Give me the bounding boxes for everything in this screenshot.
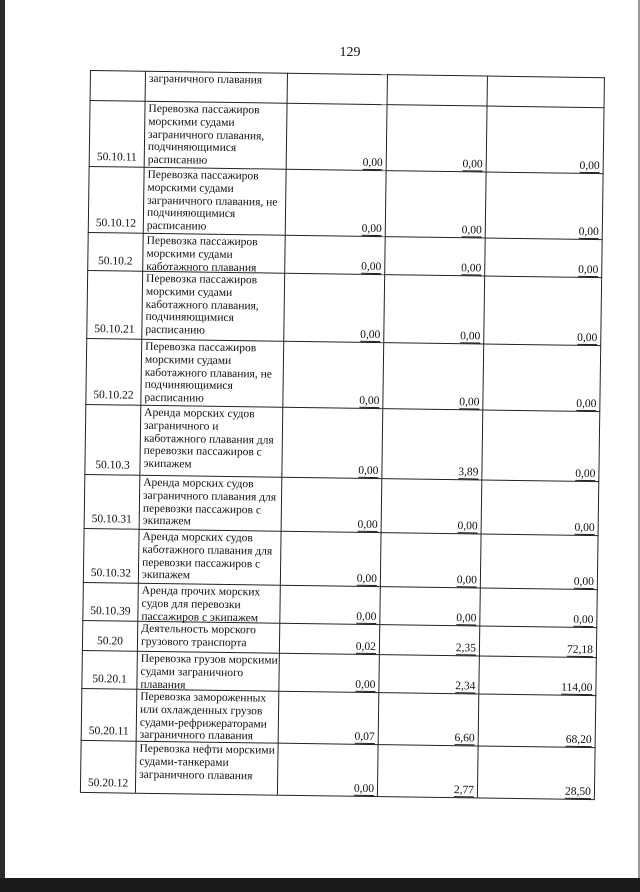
row-code: 50.20.12 [80,740,136,793]
row-activity-name: Деятельность морского грузового транспорта [137,621,279,653]
row-value-2-text: 0,00 [462,158,483,171]
row-value-3 [477,745,596,799]
row-value-3 [479,587,598,627]
row-value-2 [385,170,486,237]
row-value-3-text: 0,00 [577,331,598,345]
row-activity-name: Перевозка пассажиров морскими судами каботажного плавания [142,233,285,273]
row-activity-name: Аренда прочих морских судов для перевозки пассажиров с экипажем [137,583,280,623]
row-value-1-text: 0,00 [359,394,380,408]
table-row [81,688,597,747]
row-value-3-text: 68,20 [565,733,592,747]
table-row [80,740,596,799]
row-code: 50.10.31 [84,474,140,529]
row-activity-name: Перевозка замороженных или охлажденных грузов судами-рефрижераторами заграничного плавания [136,689,279,743]
row-value-3 [479,625,597,657]
table-row [86,270,602,345]
row-value-3 [478,655,597,695]
row-value-1-text: 0,07 [354,730,375,744]
table-row [84,474,600,535]
row-activity-name: Перевозка пассажиров морскими судами каботажного плавания, не подчиняющимися расписанию [140,339,283,407]
table-row [88,166,604,239]
row-activity-name: Перевозка пассажиров морскими судами каботажного плавания, подчиняющимися расписанию [141,271,284,341]
scan-edge-left [0,0,5,892]
row-value-3-text: 0,00 [578,225,599,239]
row-value-3 [484,238,603,278]
row-code: 50.20.1 [81,650,137,689]
row-code: 50.10.21 [86,270,142,339]
row-value-3 [481,410,600,482]
row-value-2 [380,532,481,587]
row-value-1-text: 0,00 [355,678,376,692]
row-value-1-text: 0,00 [357,518,378,532]
row-code: 50.10.22 [85,338,141,405]
row-code: 50.20 [82,620,137,651]
row-value-2 [383,274,484,343]
row-value-2-text: 0,00 [461,224,482,237]
row-value-1 [279,585,380,624]
row-value-2-text: 2,34 [455,680,476,693]
row-value-3 [481,480,600,536]
row-value-1 [285,169,386,236]
row-activity-name: Перевозка грузов морскими судами заграничного плавания [136,651,279,691]
row-value-3-text: 0,00 [573,613,594,627]
row-value-1-text: 0,00 [356,572,378,586]
row-value-3-text: 0,00 [574,521,595,535]
row-value-2-text: 0,00 [461,262,482,275]
row-value-1 [277,743,378,796]
row-activity-name: Перевозка пассажиров морскими судами заграничного плавания, подчиняющимися расписанию [144,101,287,169]
row-value-1-text: 0,00 [360,328,381,342]
row-activity-name: Аренда морских судов заграничного и каботажного плавания для перевозки пассажиров с экипажем [139,405,282,477]
row-code: 50.10.12 [88,166,144,233]
row-value-1-text: 0,00 [361,260,382,274]
row-code: 50.10.11 [89,100,145,167]
row-value-1 [279,623,379,654]
row-value-2-text: 3,89 [458,466,479,479]
row-value-1 [283,273,384,342]
row-code: 50.20.11 [81,688,137,741]
row-value-3-text: 0,00 [575,467,596,481]
row-value-3-text: 0,00 [576,397,597,411]
row-activity-name: Аренда морских судов каботажного плавания для перевозки пассажиров с экипажем [138,529,281,585]
row-value-3 [485,172,604,240]
row-value-1 [282,341,383,408]
row-activity-name: Аренда морских судов заграничного плавания для перевозки пассажиров с экипажем [139,475,282,531]
row-value-3-text: 0,00 [579,159,600,173]
row-value-3 [483,276,602,346]
page-number: 129 [339,45,361,60]
row-value-2-text: 0,00 [460,330,481,343]
row-activity-name: Перевозка пассажиров морскими судами заграничного плавания, не подчиняющимися расписанию [143,167,286,235]
row-value-1-text: 0,00 [362,156,383,170]
row-value-2 [384,236,485,275]
table-row [84,404,600,481]
row-value-1-text: 0,00 [361,222,382,236]
row-value-2 [379,586,480,625]
row-value-2 [386,104,487,171]
row-value-2-text: 0,00 [456,612,477,625]
row-value-2-text: 0,00 [456,574,477,587]
row-value-3 [486,106,605,174]
row-value-2-text: 6,60 [454,732,475,745]
row-value-2-text: 2,77 [453,784,475,797]
row-value-3-text: 72,18 [566,643,594,657]
row-value-2-text: 0,00 [457,520,478,533]
row-value-3 [480,533,599,589]
row-value-1 [278,691,379,744]
row-value-2 [381,478,482,533]
row-value-2-text: 0,00 [459,396,480,409]
row-code [90,70,145,101]
row-value-1 [287,73,387,104]
row-value-3-text: 114,00 [561,681,593,695]
row-value-1 [280,531,381,586]
row-value-1 [281,477,382,532]
row-code: 50.10.32 [83,528,139,583]
row-value-3 [487,76,605,108]
row-value-1-text: 0,00 [358,464,379,478]
table-row [89,100,605,173]
row-value-1-text: 0,02 [355,640,377,654]
row-value-3 [482,344,601,412]
row-value-2 [379,624,479,655]
table-row [85,338,601,411]
row-value-2-text: 2,35 [455,642,477,655]
row-value-2 [378,692,479,745]
row-activity-name: заграничного плавания [145,71,287,103]
row-value-3-text: 0,00 [573,575,594,589]
row-value-1-text: 0,00 [353,782,375,796]
row-value-1 [278,653,379,692]
row-activity-name: Перевозка нефти морскими судами-танкерами заграничного плавания [135,741,278,795]
row-value-3 [478,693,597,747]
row-value-2 [387,74,487,105]
row-value-3-text: 0,00 [578,263,599,277]
row-value-1 [286,103,387,170]
row-code: 50.10.39 [82,582,138,621]
row-code: 50.10.2 [87,232,143,271]
row-value-3-text: 28,50 [565,785,592,799]
row-value-2 [377,744,478,797]
table-row [83,528,599,589]
row-value-2 [381,408,482,479]
row-value-1-text: 0,00 [356,610,377,624]
row-value-1 [281,407,382,478]
row-value-1 [284,235,385,274]
row-value-2 [382,342,483,409]
row-value-2 [378,654,479,693]
scan-edge-bottom [0,878,640,892]
row-code: 50.10.3 [84,404,140,475]
